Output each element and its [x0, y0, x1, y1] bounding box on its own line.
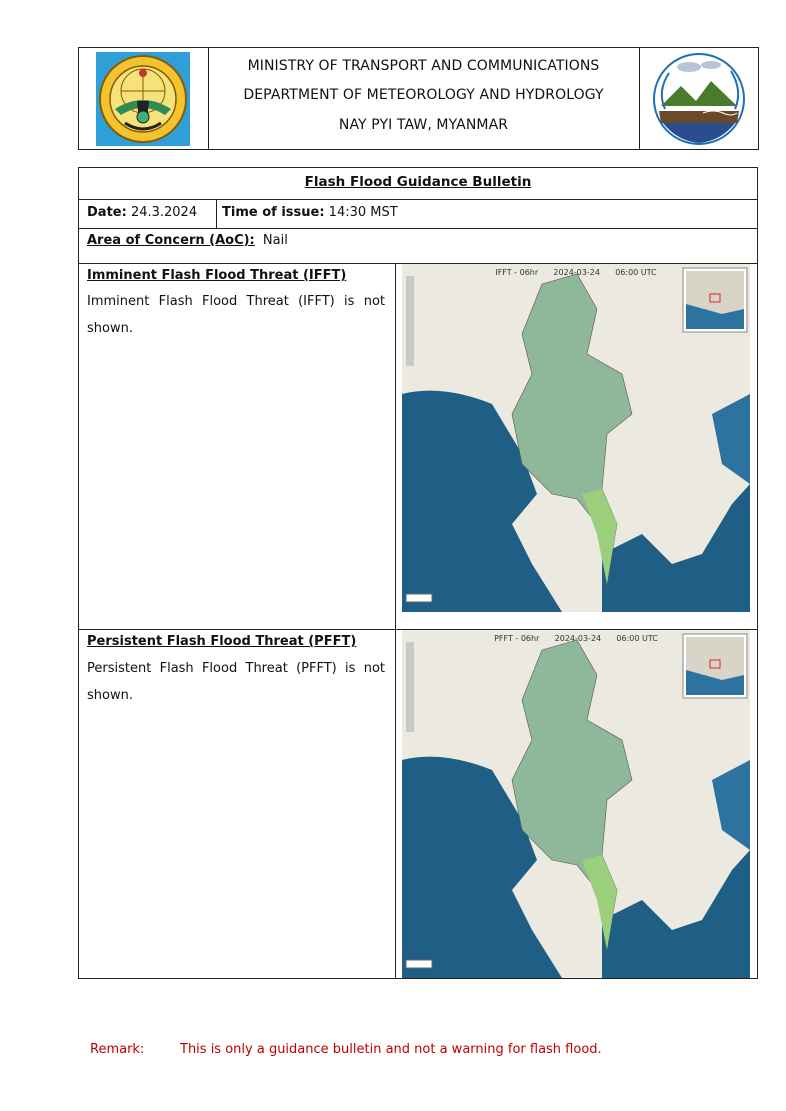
- aoc-label: Area of Concern (AoC):: [87, 233, 255, 248]
- letterhead: [78, 47, 759, 150]
- location-name: NAY PYI TAW, MYANMAR: [338, 117, 509, 133]
- letterhead-title: [208, 48, 640, 149]
- pfft-map[interactable]: [402, 630, 750, 978]
- ifft-description: Imminent Flash Flood Threat (IFFT) is not shown.: [87, 294, 385, 336]
- department-name: DEPARTMENT OF METEOROLOGY AND HYDROLOGY: [243, 87, 604, 103]
- left-logo-cell: [79, 48, 209, 149]
- time-of-issue-field: [222, 205, 398, 220]
- date-field: [87, 205, 197, 220]
- hydrological-cycle-icon: [651, 51, 747, 147]
- remark-text: This is only a guidance bulletin and not a warning for flash flood.: [180, 1042, 602, 1057]
- area-of-concern-field: [87, 233, 288, 248]
- pfft-map-caption: [402, 634, 750, 643]
- bulletin-title: Flash Flood Guidance Bulletin: [304, 174, 532, 190]
- right-logo-cell: [639, 48, 758, 149]
- ifft-map-product: IFFT - 06hr: [495, 268, 539, 277]
- pfft-map-date: 2024-03-24: [554, 634, 602, 643]
- ifft-map-date: 2024-03-24: [553, 268, 600, 277]
- pfft-description: Persistent Flash Flood Threat (PFFT) is not shown.: [87, 661, 385, 703]
- date-label: Date:: [87, 205, 127, 220]
- pfft-heading: Persistent Flash Flood Threat (PFFT): [87, 634, 357, 649]
- ifft-map[interactable]: [402, 264, 750, 612]
- date-value: 24.3.2024: [130, 205, 198, 220]
- pfft-map-time: 06:00 UTC: [616, 634, 658, 643]
- time-value: 14:30 MST: [328, 205, 398, 220]
- ministry-emblem-icon: [95, 51, 191, 147]
- ifft-map-graphic: [402, 264, 750, 612]
- ifft-map-time: 06:00 UTC: [615, 268, 657, 277]
- time-label: Time of issue:: [222, 205, 325, 220]
- ifft-map-caption: [402, 268, 750, 277]
- remark-label: Remark:: [90, 1042, 145, 1057]
- aoc-value: Nail: [262, 233, 288, 248]
- bulletin-table: [78, 167, 758, 979]
- ministry-name: MINISTRY OF TRANSPORT AND COMMUNICATIONS: [247, 58, 600, 74]
- ifft-heading: Imminent Flash Flood Threat (IFFT): [87, 268, 347, 283]
- pfft-map-product: PFFT - 06hr: [494, 634, 540, 643]
- pfft-map-graphic: [402, 630, 750, 978]
